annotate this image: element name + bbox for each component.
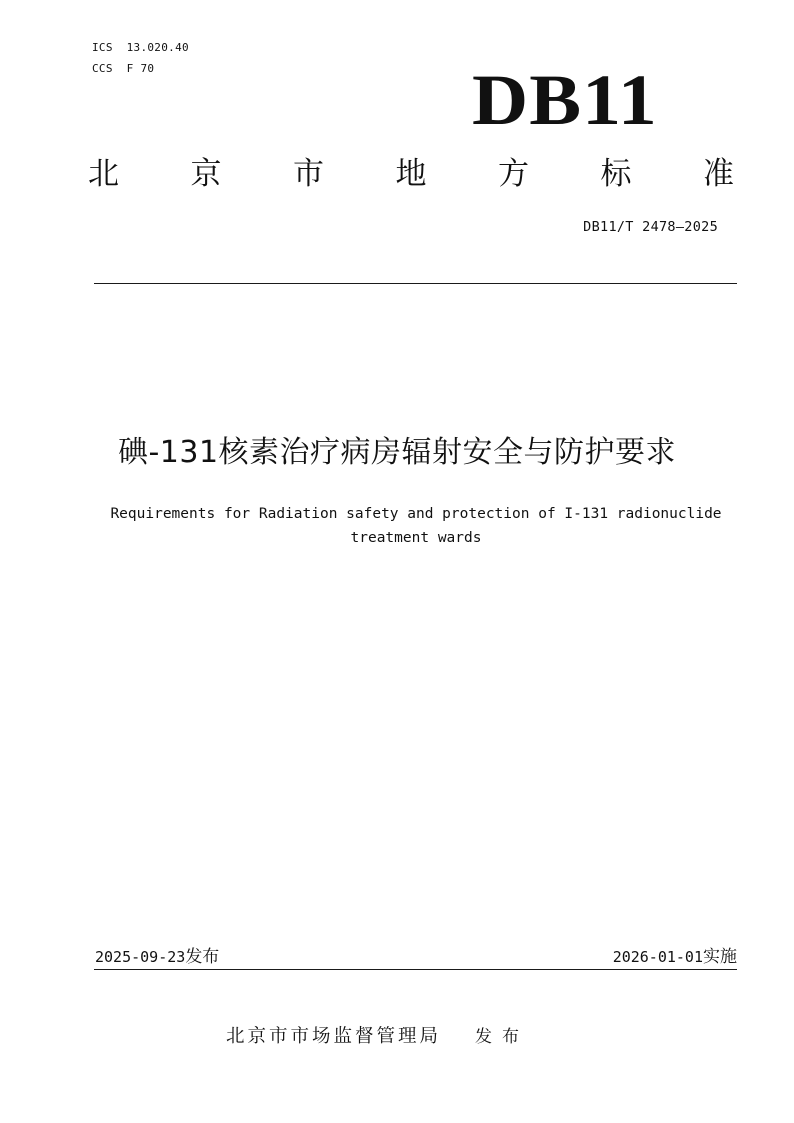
standard-number: DB11/T 2478—2025 bbox=[583, 219, 718, 235]
standard-type-title bbox=[88, 152, 734, 196]
standard-type-char: 方 bbox=[498, 156, 529, 192]
ccs-code: CCS F 70 bbox=[92, 62, 155, 75]
standard-type-char: 京 bbox=[190, 156, 222, 192]
document-title-english bbox=[80, 502, 752, 550]
effective-date-label: 实施 bbox=[703, 947, 737, 967]
standard-type-char: 准 bbox=[703, 156, 734, 192]
effective-date bbox=[613, 947, 737, 967]
standard-type-char: 北 bbox=[88, 156, 119, 192]
publish-date bbox=[95, 947, 219, 967]
issuer-line bbox=[226, 1024, 529, 1050]
effective-date-value: 2026-01-01 bbox=[612, 948, 703, 966]
db11-logo: DB11 bbox=[472, 60, 658, 140]
footer-divider bbox=[94, 969, 737, 970]
standard-type-char: 地 bbox=[395, 156, 427, 192]
ics-code: ICS 13.020.40 bbox=[92, 41, 189, 54]
standard-type-char: 标 bbox=[600, 156, 632, 192]
english-title-line: Requirements for Radiation safety and protection of I-131 radionuclide bbox=[110, 506, 722, 522]
english-title-line: treatment wards bbox=[350, 530, 482, 546]
document-title-chinese: 碘-131核素治疗病房辐射安全与防护要求 bbox=[117, 435, 677, 470]
standard-type-char: 市 bbox=[293, 156, 324, 192]
publish-date-label: 发布 bbox=[185, 947, 220, 967]
header-divider bbox=[94, 283, 737, 284]
publish-date-value: 2025-09-23 bbox=[95, 948, 186, 966]
issuer-name: 北京市市场监督管理局 bbox=[226, 1026, 442, 1047]
issuer-suffix: 发布 bbox=[475, 1027, 530, 1047]
